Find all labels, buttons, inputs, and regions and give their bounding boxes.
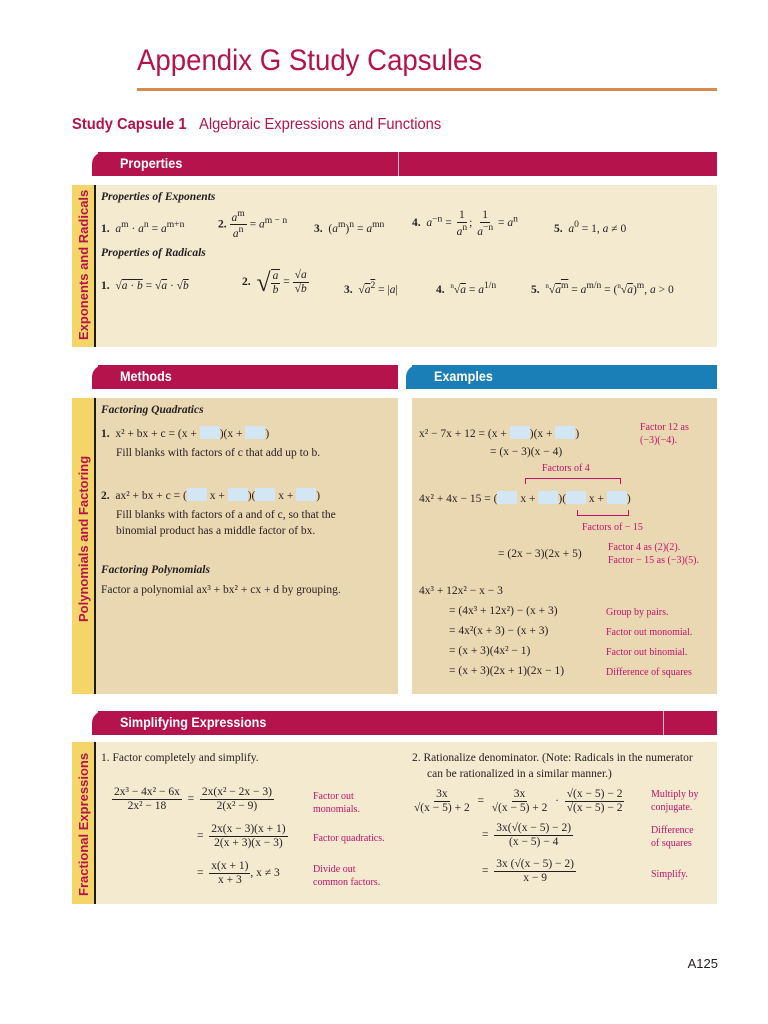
exp-property-4: 4. $a^{-n}$ = $\frac{1}{a^n}$ ; $\frac{1}{a^{-n}}$ = $a^n$ xyxy=(412,209,518,238)
blank-box xyxy=(538,491,558,504)
examples-bar-label: Examples xyxy=(434,368,493,384)
example-3-line: = (x + 3)(2x + 1)(2x − 1) xyxy=(449,665,565,677)
title-rule xyxy=(137,88,717,91)
factors-of-15-label: Factors of − 15 xyxy=(582,522,643,533)
capsule-number: Study Capsule 1 xyxy=(72,116,187,133)
exp-property-5: 5. $a^0 = 1$, a ≠ 0 xyxy=(554,219,627,235)
blank-box xyxy=(555,426,575,439)
blank-box xyxy=(296,488,316,501)
example-3-line: = (4x³ + 12x²) − (x + 3) xyxy=(449,605,558,617)
simplifying-panel xyxy=(96,742,717,904)
blank-box xyxy=(187,488,207,501)
example-3-line: = 4x²(x + 3) − (x + 3) xyxy=(449,625,549,637)
examples-bar xyxy=(412,365,717,389)
methods-bar-label: Methods xyxy=(120,368,172,384)
blank-box xyxy=(510,426,530,439)
blank-box xyxy=(228,488,248,501)
problem-2-step-3: = $\frac{3x (√(x - 5) - 2)}{x - 9}$ xyxy=(482,858,574,884)
rad-property-5: 5. $^n√a^m = a^{m/n} = (^n√a)^m$, a > 0 xyxy=(531,280,674,296)
radicals-heading: Properties of Radicals xyxy=(101,247,206,259)
example-2-result: = (2x − 3)(2x + 5) xyxy=(498,548,582,560)
method-1-text: Fill blanks with factors of c that add up to b. xyxy=(116,447,321,459)
properties-bar-label: Properties xyxy=(120,155,183,171)
problem-2-step-2: = $\frac{3x(√(x - 5) - 2)}{(x - 5) - 4}$ xyxy=(482,822,572,848)
example-2-note: Factor 4 as (2)(2). Factor − 15 as (−3)(5). xyxy=(608,542,699,566)
factors-of-4-label: Factors of 4 xyxy=(542,463,590,474)
problem-1-step-2: = $\frac{2x(x - 3)(x + 1)}{2(x + 3)(x - 3)}$ xyxy=(197,823,286,849)
problem-2-note: Difference of squares xyxy=(651,825,694,849)
blank-box xyxy=(245,426,265,439)
examples-panel xyxy=(412,398,717,694)
capsule-title: Algebraic Expressions and Functions xyxy=(199,116,442,133)
blank-box xyxy=(607,491,627,504)
side-label-polynomials: Polynomials and Factoring xyxy=(76,455,91,622)
simplifying-bar xyxy=(98,711,717,735)
example-2-equation: 4x² + 4x − 15 = ( x + )( x + ) xyxy=(419,493,631,505)
problem-1-step-3: = $\frac{x(x + 1)}{x + 3}$ , x ≠ 3 xyxy=(197,860,280,886)
example-3-note: Difference of squares xyxy=(606,667,692,678)
method-1-equation: 1. x² + bx + c = (x + )(x + ) xyxy=(101,428,270,440)
capsule-heading xyxy=(72,116,441,134)
blank-box xyxy=(200,426,220,439)
rad-property-2: 2. √ $\frac{a}{b}$ = $\frac{√a}{√b}$ xyxy=(242,268,307,297)
problem-1-title: 1. Factor completely and simplify. xyxy=(101,752,259,764)
simplifying-bar-label: Simplifying Expressions xyxy=(120,714,267,730)
side-label-fractional: Fractional Expressions xyxy=(76,752,91,896)
problem-2-step-1: $\frac{3x}{√(x - 5) + 2}$ = $\frac{3x}{√(x - 5) + 2}$ · $\frac{√(x - 5) - 2}{√(x - 5) - 2}$ xyxy=(414,788,623,814)
methods-panel xyxy=(96,398,398,694)
problem-1-note: Factor quadratics. xyxy=(313,833,385,844)
properties-bar xyxy=(98,152,717,176)
method-2-equation: 2. ax² + bx + c = ( x + )( x + ) xyxy=(101,490,321,502)
exp-property-3: 3. $(a^m)^n = a^{mn}$ xyxy=(314,219,385,235)
exp-property-2: 2. $\frac{a^m}{a^n}$ = $a^{m - n}$ xyxy=(218,208,288,241)
exp-property-1: 1. $a^m \cdot a^n = a^{m+n}$ xyxy=(101,219,185,235)
factoring-polynomials-text: Factor a polynomial ax³ + bx² + cx + d by grouping. xyxy=(101,584,341,596)
rad-property-3: 3. $√a^2 = |a|$ xyxy=(344,280,398,296)
factoring-polynomials-heading: Factoring Polynomials xyxy=(101,564,210,576)
bar-tab-cap xyxy=(92,152,120,176)
rad-property-1: 1. √a · b = √a · √b xyxy=(101,280,189,292)
problem-2-note: Simplify. xyxy=(651,869,688,880)
problem-2-title-1: 2. Rationalize denominator. (Note: Radicals in the numerator xyxy=(412,752,693,764)
page-title: Appendix G Study Capsules xyxy=(137,44,483,77)
problem-1-note: Factor out monomials. xyxy=(313,791,360,815)
example-3-note: Factor out binomial. xyxy=(606,647,688,658)
example-1-equation: x² − 7x + 12 = (x + )(x + ) xyxy=(419,428,580,440)
blank-box xyxy=(255,488,275,501)
factoring-quadratics-heading: Factoring Quadratics xyxy=(101,404,204,416)
example-3-note: Factor out monomial. xyxy=(606,627,693,638)
factors-of-4-bracket xyxy=(525,478,621,484)
example-3-note: Group by pairs. xyxy=(606,607,669,618)
problem-2-note: Multiply by conjugate. xyxy=(651,789,699,813)
example-1-note: Factor 12 as (−3)(−4). xyxy=(640,422,689,446)
factors-of-15-bracket xyxy=(577,510,629,516)
example-1-result: = (x − 3)(x − 4) xyxy=(490,446,563,458)
blank-box xyxy=(566,491,586,504)
example-3-line: = (x + 3)(4x² − 1) xyxy=(449,645,531,657)
properties-panel xyxy=(96,185,717,347)
method-2-text-2: binomial product has a middle factor of bx. xyxy=(116,525,316,537)
example-3-line: 4x³ + 12x² − x − 3 xyxy=(419,585,503,597)
blank-box xyxy=(497,491,517,504)
problem-2-title-2: can be rationalized in a similar manner.) xyxy=(427,768,612,780)
rad-property-4: 4. $^n√a = a^{1/n}$ xyxy=(436,280,497,296)
problem-1-step-1: $\frac{\text{2x³ − 4x² − 6x}}{\text{2x² − 18}}$ = $\frac{\text{2x(x² − 2x − 3)}}{\text{2(x² − 9)}}$ xyxy=(114,786,272,812)
methods-bar xyxy=(98,365,398,389)
problem-1-note: Divide out common factors. xyxy=(313,864,381,888)
side-label-exponents: Exponents and Radicals xyxy=(76,189,91,340)
method-2-text-1: Fill blanks with factors of a and of c, so that the xyxy=(116,509,336,521)
page-number: A125 xyxy=(687,956,718,971)
exponents-heading: Properties of Exponents xyxy=(101,191,216,203)
